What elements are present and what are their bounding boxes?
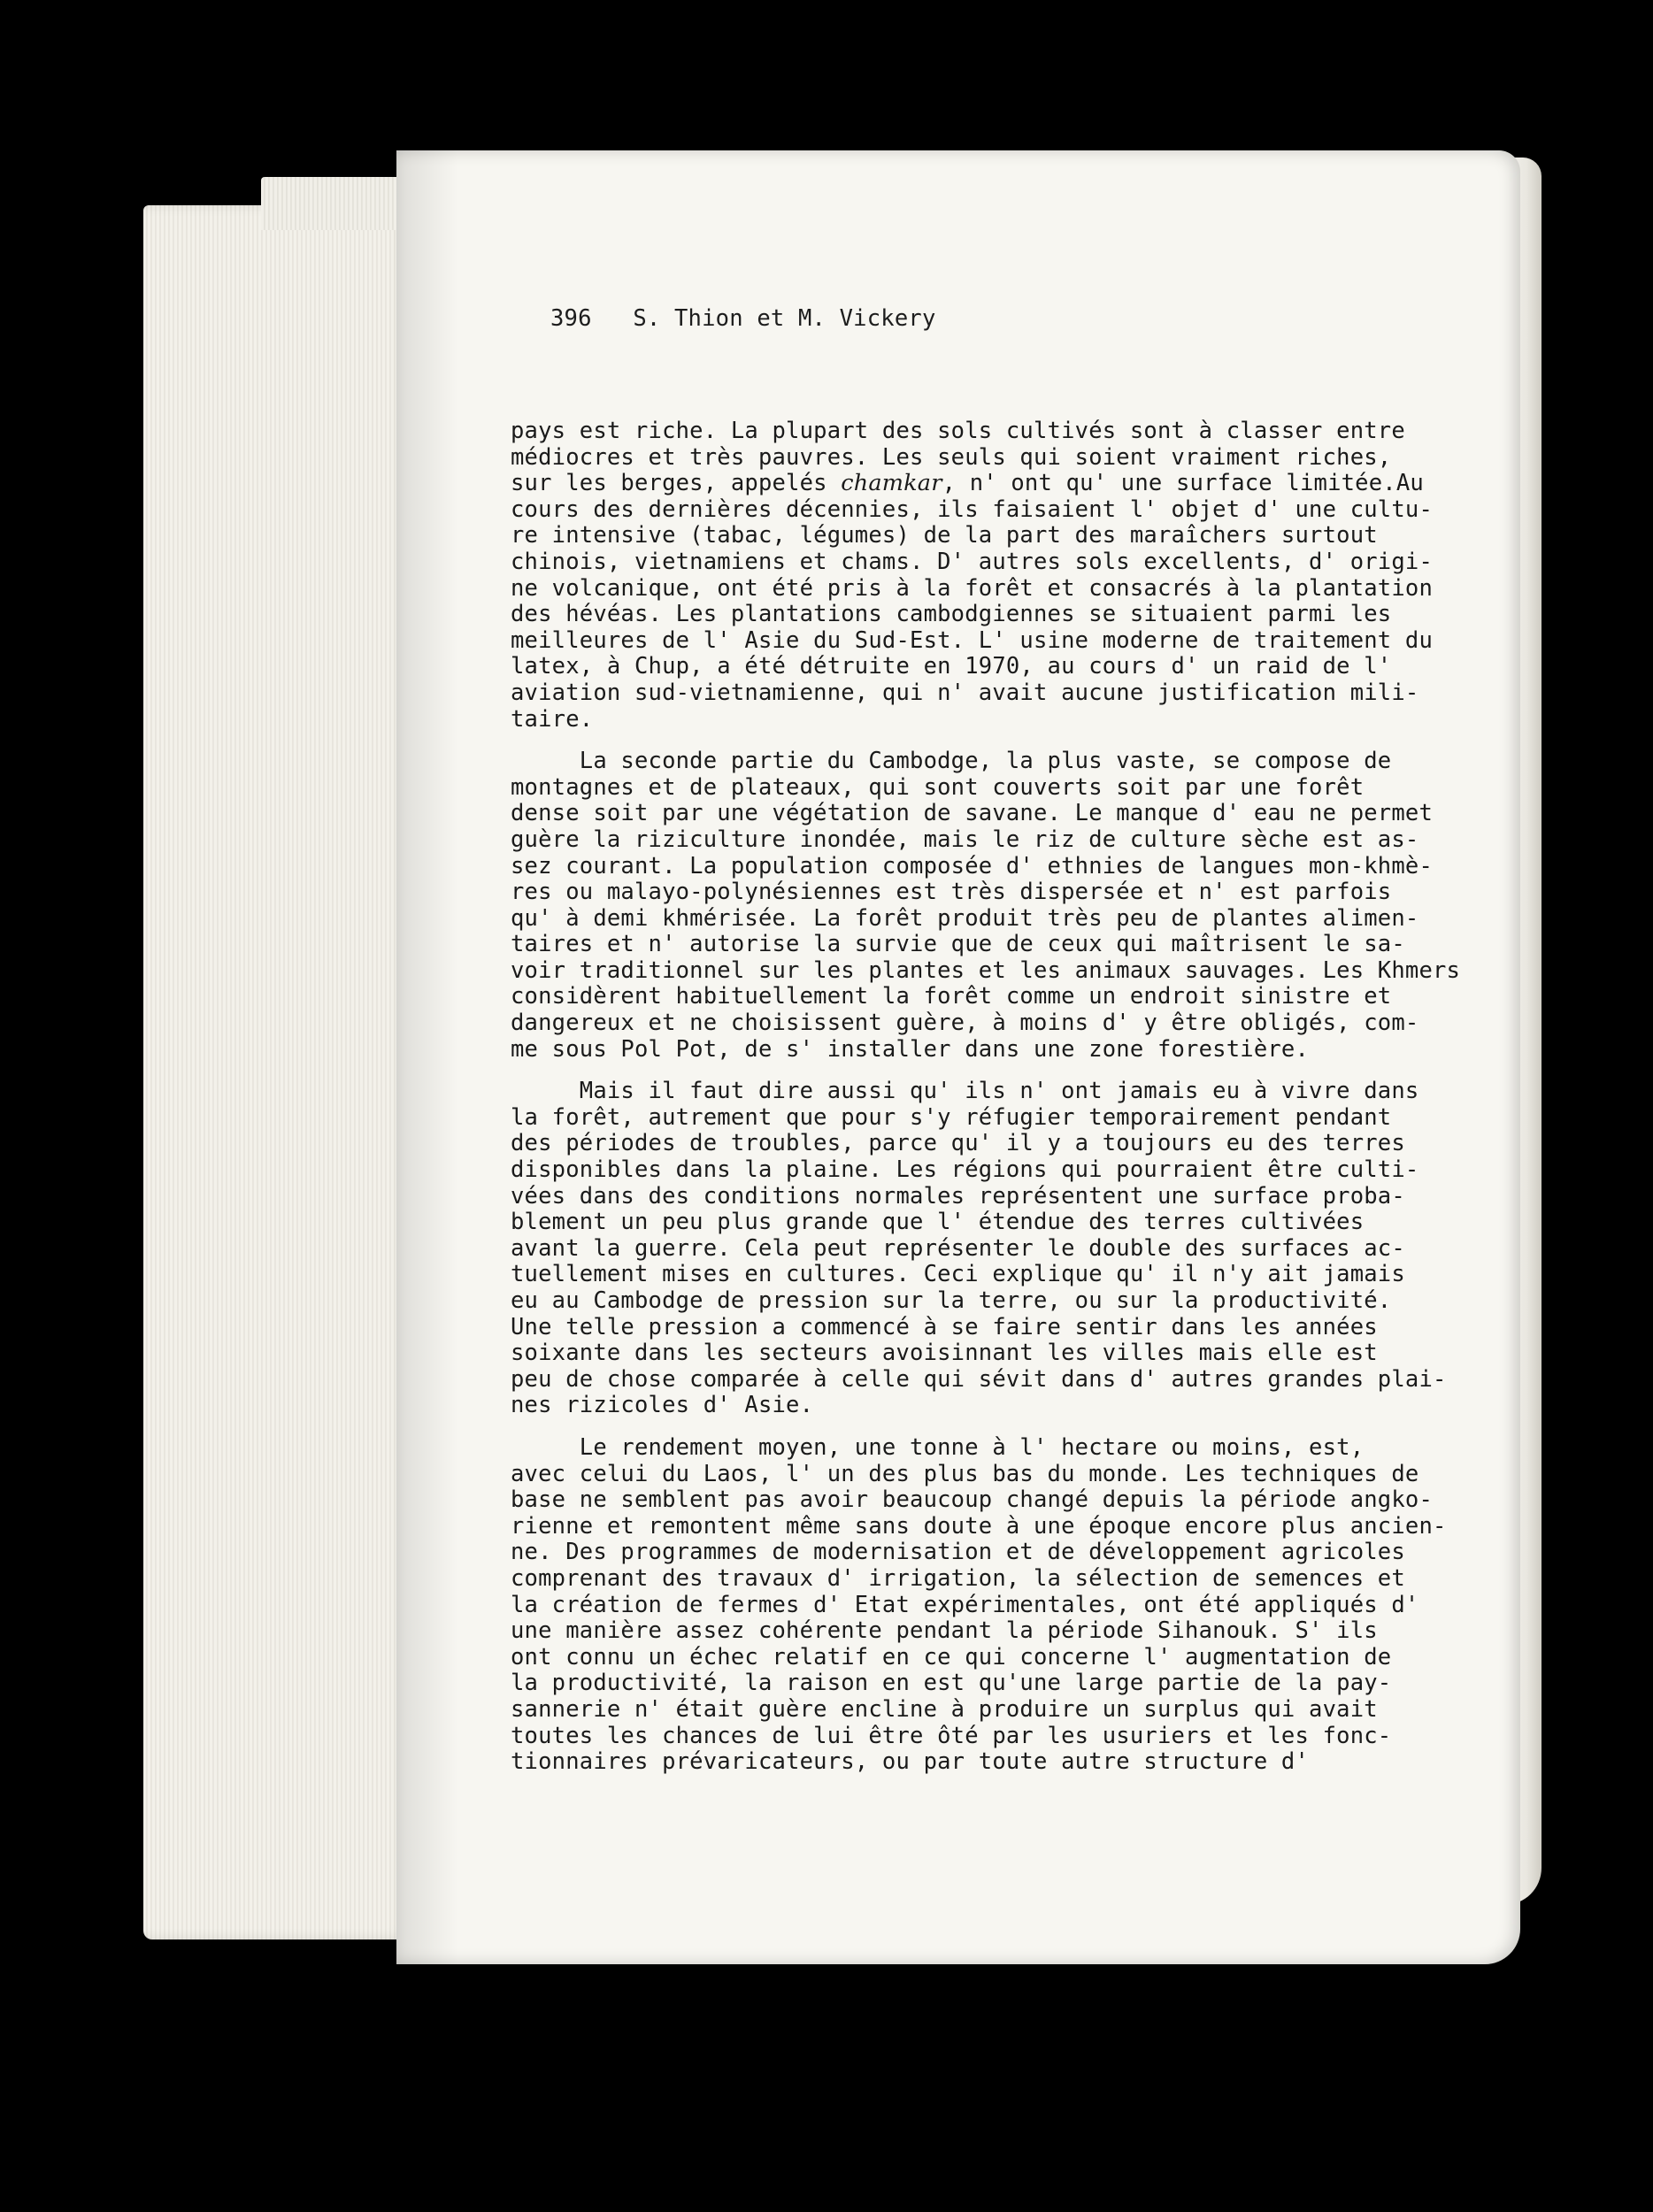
text-line: Mais il faut dire aussi qu' ils n' ont jamais eu à vivre dans — [511, 1078, 1419, 1105]
text-line: blement un peu plus grande que l' étendue des terres cultivées — [511, 1209, 1365, 1236]
text-line: rienne et remontent même sans doute à une époque encore plus ancien- — [511, 1512, 1447, 1540]
body-text — [511, 419, 1555, 1776]
text-line: La seconde partie du Cambodge, la plus vaste, se compose de — [511, 748, 1392, 775]
text-line: aviation sud-vietnamienne, qui n' avait aucune justification mili- — [511, 679, 1419, 706]
text-line: avant la guerre. Cela peut représenter le double des surfaces ac- — [511, 1234, 1405, 1262]
text-line: la création de fermes d' Etat expérimentales, ont été appliqués d' — [511, 1591, 1419, 1618]
text-line: cours des dernières décennies, ils faisaient l' objet d' une cultu- — [511, 495, 1434, 523]
text-line: tuellement mises en cultures. Ceci explique qu' il n'y ait jamais — [511, 1261, 1405, 1288]
italic-term: chamkar — [841, 470, 942, 497]
text-line: toutes les chances de lui être ôté par les usuriers et les fonc- — [511, 1722, 1392, 1749]
text-line: sur les berges, appelés chamkar, n' ont qu' une surface limitée.Au — [511, 470, 1424, 497]
text-line: me sous Pol Pot, de s' installer dans une zone forestière. — [511, 1035, 1310, 1063]
page-number: 396 — [550, 305, 592, 332]
header-authors: S. Thion et M. Vickery — [633, 305, 936, 332]
text-line: re intensive (tabac, légumes) de la part des maraîchers surtout — [511, 522, 1378, 549]
text-line: sannerie n' était guère encline à produire un surplus qui avait — [511, 1695, 1378, 1723]
running-header — [550, 305, 936, 332]
text-line: vées dans des conditions normales représentent une surface proba- — [511, 1182, 1405, 1210]
text-line: dangereux et ne choisissent guère, à moins d' y être obligés, com- — [511, 1010, 1419, 1037]
text-line: ont connu un échec relatif en ce qui concerne l' augmentation de — [511, 1643, 1392, 1671]
text-line: peu de chose comparée à celle qui sévit dans d' autres grandes plai- — [511, 1365, 1447, 1393]
text-line: eu au Cambodge de pression sur la terre, ou sur la productivité. — [511, 1287, 1392, 1314]
text-line: la forêt, autrement que pour s'y réfugier temporairement pendant — [511, 1103, 1392, 1131]
text-line: taire. — [511, 705, 594, 733]
paragraph-gap — [511, 1063, 1555, 1079]
text-line: res ou malayo-polynésiennes est très dispersée et n' est parfois — [511, 879, 1392, 906]
text-line: guère la riziculture inondée, mais le riz de culture sèche est as- — [511, 826, 1419, 853]
paragraph-gap — [511, 733, 1555, 749]
text-line: tionnaires prévaricateurs, ou par toute autre structure d' — [511, 1748, 1310, 1776]
text-line: Une telle pression a commencé à se faire sentir dans les années — [511, 1313, 1378, 1340]
text-line: ne. Des programmes de modernisation et de développement agricoles — [511, 1539, 1405, 1566]
text-line: des périodes de troubles, parce qu' il y a toujours eu des terres — [511, 1130, 1405, 1157]
text-line: considèrent habituellement la forêt comme un endroit sinistre et — [511, 983, 1392, 1010]
text-line: ne volcanique, ont été pris à la forêt et consacrés à la plantation — [511, 574, 1434, 602]
text-line: dense soit par une végétation de savane. Le manque d' eau ne permet — [511, 800, 1434, 827]
text-line: meilleures de l' Asie du Sud-Est. L' usine moderne de traitement du — [511, 626, 1434, 654]
text-line: base ne semblent pas avoir beaucoup changé depuis la période angko- — [511, 1486, 1434, 1514]
text-line: disponibles dans la plaine. Les régions qui pourraient être culti- — [511, 1156, 1419, 1184]
text-line: latex, à Chup, a été détruite en 1970, au cours d' un raid de l' — [511, 653, 1392, 680]
text-line: chinois, vietnamiens et chams. D' autres sols excellents, d' origi- — [511, 548, 1434, 575]
text-line: qu' à demi khmérisée. La forêt produit très peu de plantes alimen- — [511, 904, 1419, 932]
text-line: comprenant des travaux d' irrigation, la sélection de semences et — [511, 1564, 1405, 1592]
text-line: pays est riche. La plupart des sols cultivés sont à classer entre — [511, 418, 1405, 444]
paragraph-gap — [511, 1419, 1555, 1435]
text-line: montagnes et de plateaux, qui sont couverts soit par une forêt — [511, 773, 1365, 801]
text-line: nes rizicoles d' Asie. — [511, 1392, 814, 1419]
text-line: la productivité, la raison en est qu'une large partie de la pay- — [511, 1670, 1392, 1697]
text-line: avec celui du Laos, l' un des plus bas du monde. Les techniques de — [511, 1460, 1419, 1487]
text-line: sez courant. La population composée d' ethnies de langues mon-khmè- — [511, 852, 1434, 879]
text-line: des hévéas. Les plantations cambodgiennes se situaient parmi les — [511, 601, 1392, 628]
page-stack-left — [143, 205, 409, 1939]
text-line: taires et n' autorise la survie que de ceux qui maîtrisent le sa- — [511, 931, 1405, 958]
text-line: médiocres et très pauvres. Les seuls qui soient vraiment riches, — [511, 443, 1392, 471]
text-line: Le rendement moyen, une tonne à l' hectare ou moins, est, — [511, 1433, 1365, 1461]
text-line: voir traditionnel sur les plantes et les animaux sauvages. Les Khmers — [511, 956, 1461, 984]
text-line: une manière assez cohérente pendant la période Sihanouk. S' ils — [511, 1617, 1378, 1645]
text-line: soixante dans les secteurs avoisinnant les villes mais elle est — [511, 1340, 1378, 1367]
